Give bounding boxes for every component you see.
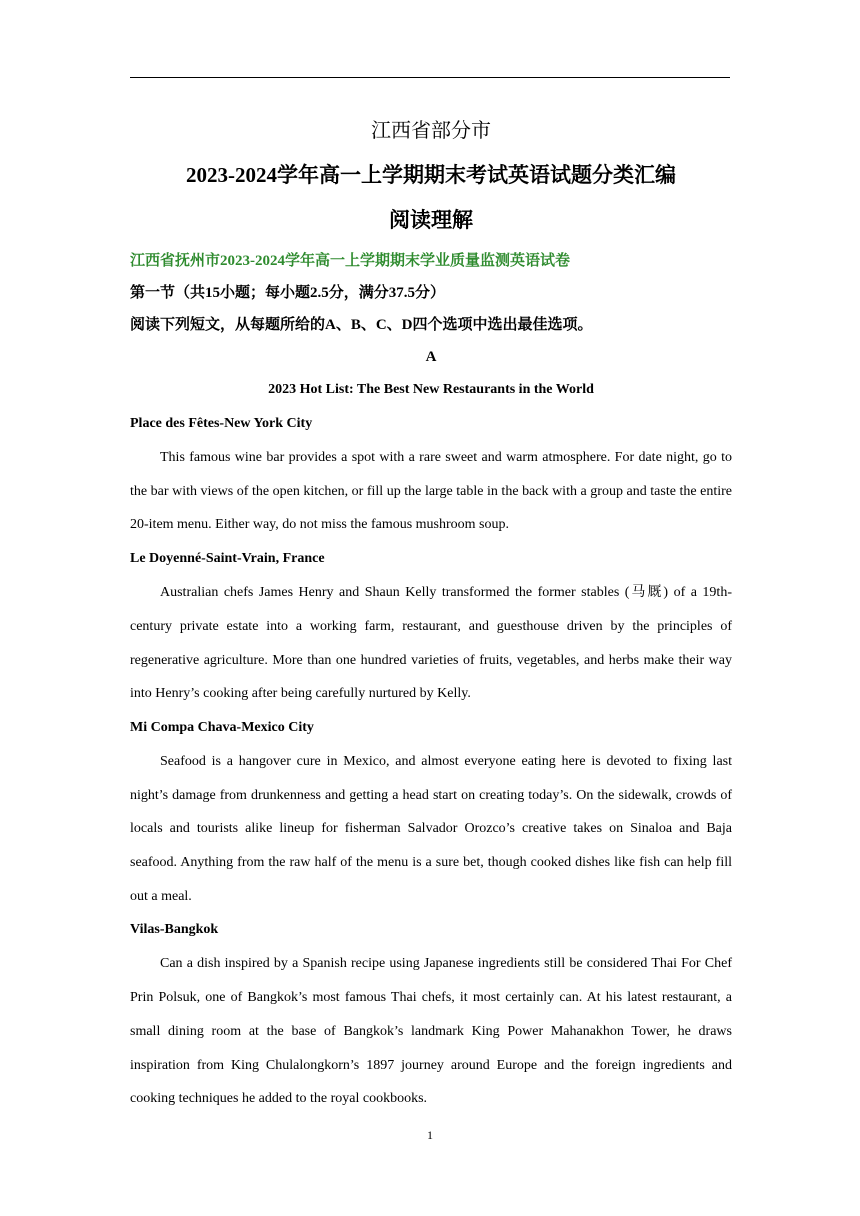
restaurant-entry [130,542,732,711]
exam-source: 江西省抚州市2023-2024学年高一上学期期末学业质量监测英语试卷 [130,253,570,269]
section-heading: 第一节（共15小题；每小题2.5分，满分37.5分） [130,285,446,301]
document-title-topic: 阅读理解 [389,208,473,232]
restaurant-entry [130,913,732,1116]
restaurant-description: This famous wine bar provides a spot with a rare sweet and warm atmosphere. For date night, go to the bar with views of the open kitchen, or fill up the large table in the back with a group and taste the entire 20-item menu. Either way, do not miss the famous mushroom soup. [130,450,732,533]
document-body [130,108,732,1116]
passage-letter: A [425,349,437,365]
restaurant-entry [130,407,732,542]
instruction-text: 阅读下列短文，从每题所给的A、B、C、D四个选项中选出最佳选项。 [130,317,593,333]
restaurant-description: Australian chefs James Henry and Shaun Kelly transformed the former stables (马厩) of a 19th-century private estate into a working farm, restaurant, and guesthouse driven by the principles of regenerative agriculture. More than one hundred varieties of fruits, vegetables, and herbs make their way into Henry’s cooking after being carefully nurtured by Kelly. [130,585,732,702]
document-title-region: 江西省部分市 [371,118,491,142]
restaurant-description: Seafood is a hangover cure in Mexico, and almost everyone eating here is devoted to fixing last night’s damage from drunkenness and getting a head start on creating today’s. On the sidewalk, crowds of locals and tourists alike lineup for fisherman Salvador Orozco’s creative takes on Sinaloa and Baja seafood. Anything from the raw half of the menu is a sure bet, though cooked dishes like fish can help fill out a meal. [130,753,732,904]
restaurant-heading: Le Doyenné-Saint-Vrain, France [130,551,325,567]
document-title-main: 2023-2024学年高一上学期期末考试英语试题分类汇编 [186,163,676,187]
passage-title: 2023 Hot List: The Best New Restaurants in the World [268,382,594,397]
restaurant-entry [130,711,732,914]
restaurant-heading: Place des Fêtes-New York City [130,416,313,431]
page-number: 1 [427,1128,433,1142]
restaurant-description: Can a dish inspired by a Spanish recipe using Japanese ingredients still be considered Thai For Chef Prin Polsuk, one of Bangkok’s most famous Thai chefs, it most certainly can. At his latest restaurant, a small dining room at the base of Bangkok’s landmark King Power Mahanakhon Tower, he draws inspiration from King Chulalongkorn’s 1897 journey around Europe and the foreign ingredients and cooking techniques he added to the royal cookbooks. [130,956,732,1107]
restaurant-heading: Vilas-Bangkok [130,922,219,938]
header-rule [130,77,730,78]
restaurant-heading: Mi Compa Chava-Mexico City [130,719,314,735]
